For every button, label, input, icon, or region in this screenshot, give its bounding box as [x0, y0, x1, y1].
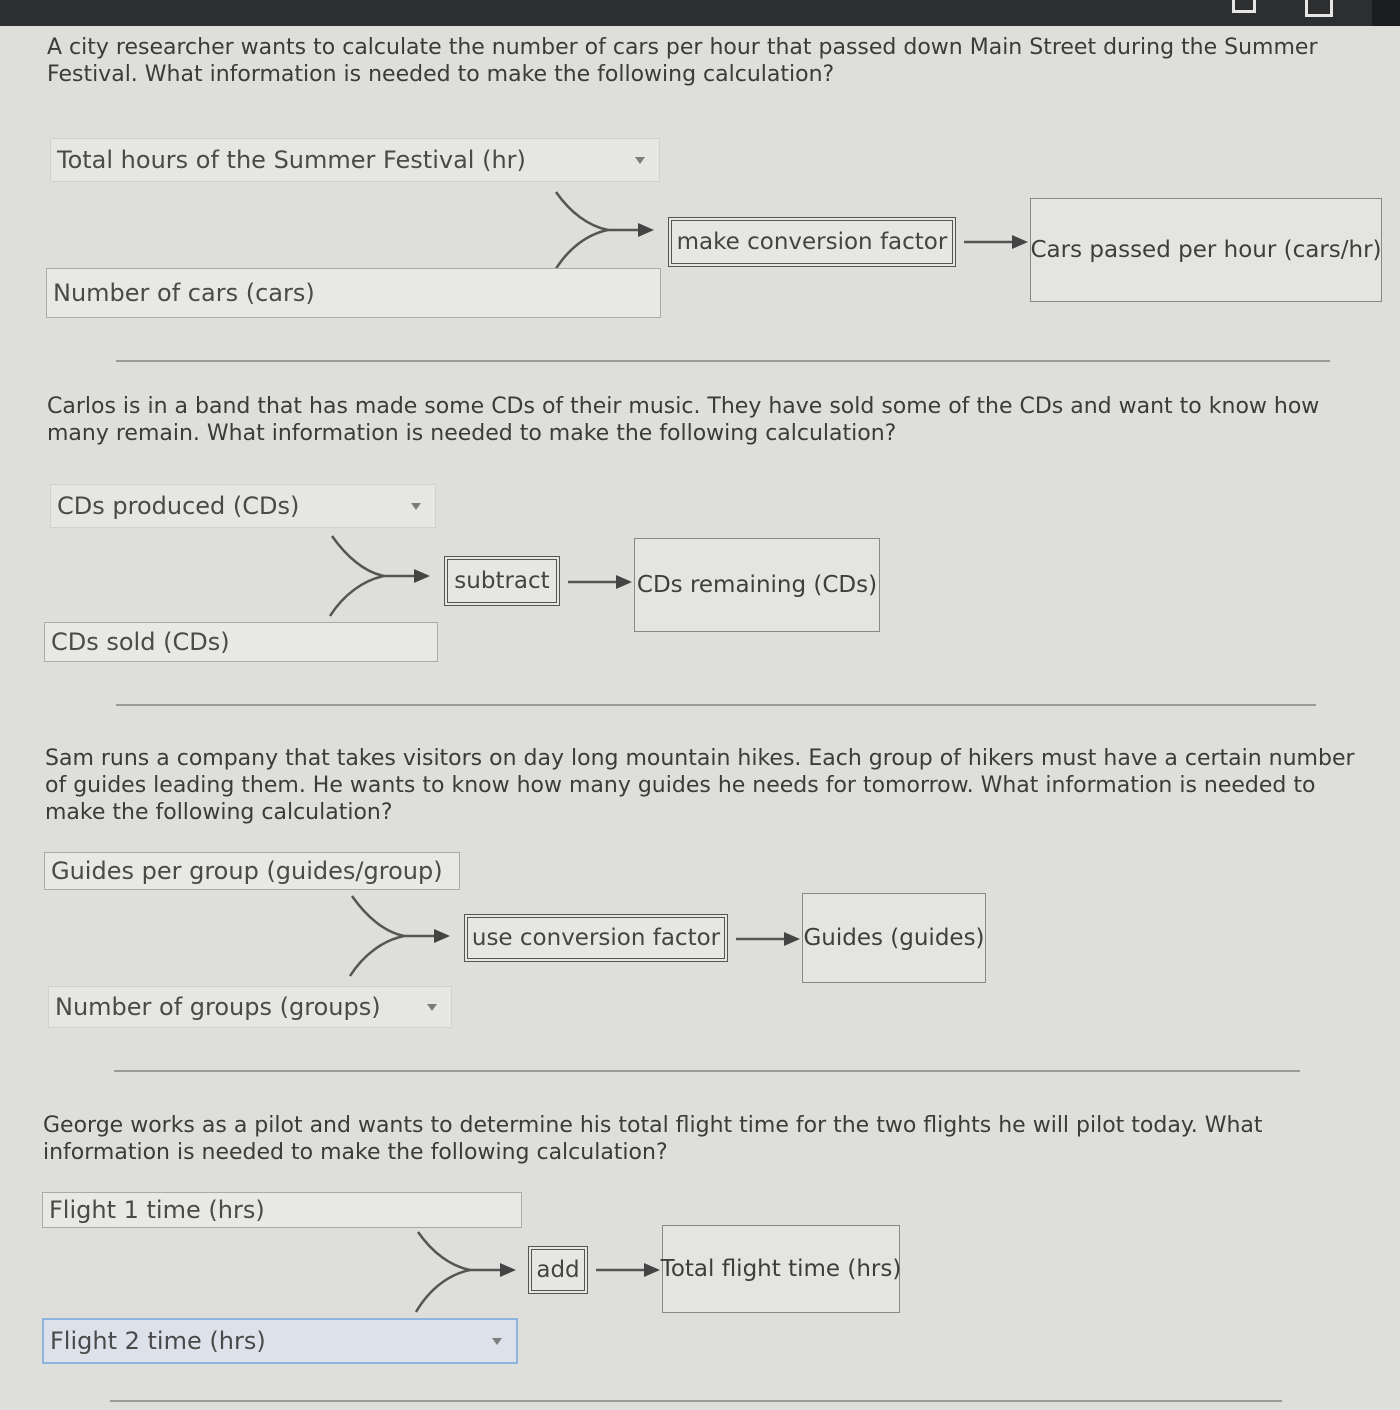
question-4-bottom-dropdown[interactable] [42, 1318, 518, 1364]
question-3-top-answer-value: Guides per group (guides/group) [51, 857, 443, 885]
question-3-prompt: Sam runs a company that takes visitors on day long mountain hikes. Each group of hikers must have a certain number of guides leading them. He wants to know how many guides he needs for tomorrow. What information is needed to make the following calculation? [45, 746, 1355, 825]
question-4-prompt: George works as a pilot and wants to determine his total flight time for the two flights he will pilot today. What information is needed to make the following calculation? [43, 1113, 1263, 1165]
question-4-top-answer-value: Flight 1 time (hrs) [49, 1196, 265, 1224]
window-icon[interactable] [1305, 0, 1333, 17]
question-4-bottom-dropdown-value: Flight 2 time (hrs) [50, 1327, 266, 1355]
question-2-prompt: Carlos is in a band that has made some CDs of their music. They have sold some of the CDs and want to know how many remain. What information is needed to make the following calculation? [47, 394, 1320, 446]
question-3-result: Guides (guides) [802, 893, 986, 983]
bookmark-icon[interactable] [1232, 0, 1256, 13]
question-1-result: Cars passed per hour (cars/hr) [1030, 198, 1382, 302]
arrow-right-icon [962, 232, 1030, 252]
question-4-result: Total flight time (hrs) [662, 1225, 900, 1313]
dropdown-caret-icon [427, 1004, 437, 1011]
question-1-merge-connector [548, 190, 658, 276]
divider [116, 360, 1330, 362]
question-3-merge-connector [346, 894, 456, 980]
arrow-right-icon [734, 929, 802, 949]
arrow-right-icon [566, 572, 634, 592]
question-2-top-dropdown-value: CDs produced (CDs) [57, 492, 300, 520]
top-bar-corner [1372, 0, 1400, 26]
question-1-top-dropdown[interactable] [50, 138, 660, 182]
question-1-prompt: A city researcher wants to calculate the number of cars per hour that passed down Main Street during the Summer Festival. What information is needed to make the following calculation? [47, 35, 1318, 87]
divider [116, 704, 1316, 706]
question-4-top-answer[interactable] [42, 1192, 522, 1228]
question-3-top-answer[interactable] [44, 852, 460, 890]
question-3-bottom-dropdown[interactable] [48, 986, 452, 1028]
dropdown-caret-icon [492, 1338, 502, 1345]
dropdown-caret-icon [411, 503, 421, 510]
question-1-operation: make conversion factor [668, 217, 956, 267]
question-2-result: CDs remaining (CDs) [634, 538, 880, 632]
question-1-top-dropdown-value: Total hours of the Summer Festival (hr) [57, 146, 526, 174]
question-3-bottom-dropdown-value: Number of groups (groups) [55, 993, 381, 1021]
question-2-bottom-answer-value: CDs sold (CDs) [51, 628, 230, 656]
divider [114, 1070, 1300, 1072]
question-2-merge-connector [326, 534, 436, 620]
question-3-operation: use conversion factor [464, 914, 728, 962]
question-4-operation: add [528, 1246, 588, 1294]
question-1-bottom-answer[interactable] [46, 268, 661, 318]
question-2-bottom-answer[interactable] [44, 622, 438, 662]
divider [110, 1400, 1282, 1402]
question-2-top-dropdown[interactable] [50, 484, 436, 528]
question-2-operation: subtract [444, 556, 560, 606]
question-4-merge-connector [412, 1230, 522, 1316]
arrow-right-icon [594, 1260, 662, 1280]
browser-top-bar [0, 0, 1400, 26]
dropdown-caret-icon [635, 157, 645, 164]
question-1-bottom-answer-value: Number of cars (cars) [53, 279, 315, 307]
